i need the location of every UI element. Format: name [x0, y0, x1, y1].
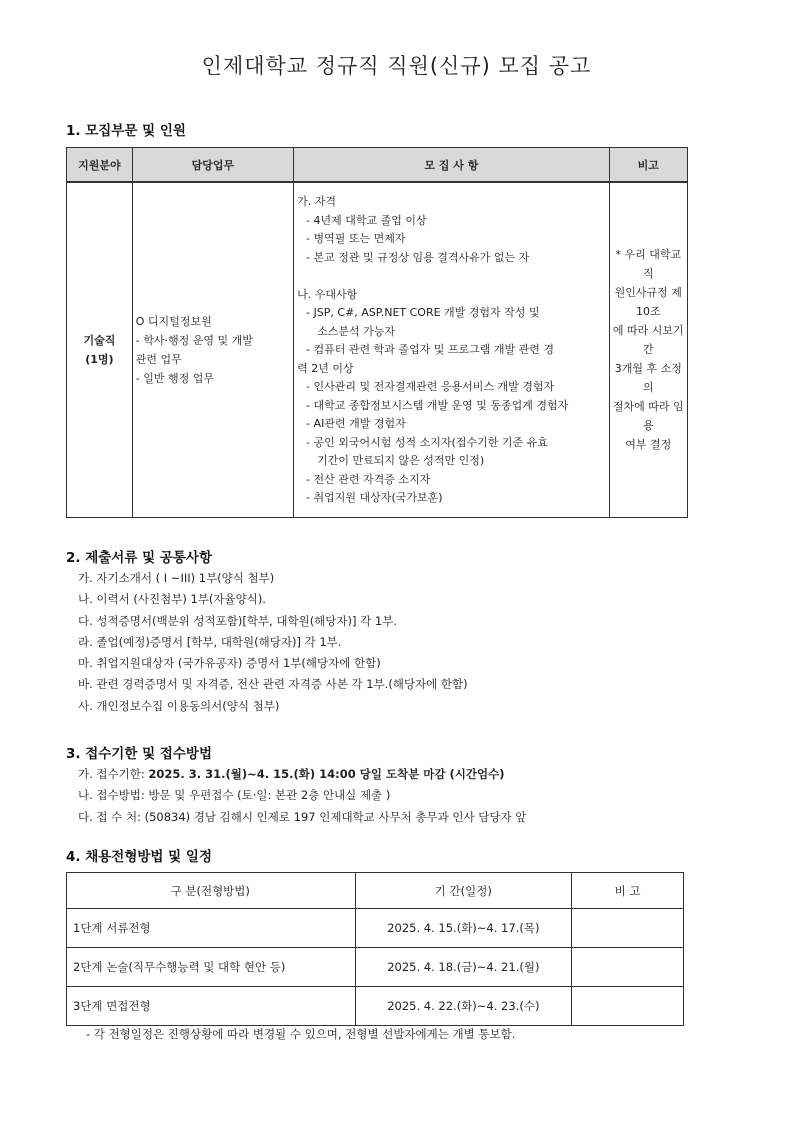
list-item: 라. 졸업(예정)증명서 [학부, 대학원(해당자)] 각 1부. [78, 634, 342, 649]
req-line: 나. 우대사항 [297, 287, 358, 301]
remark-line: 여부 결정 [625, 438, 672, 452]
period-cell: 2025. 4. 22.(화)~4. 23.(수) [355, 987, 572, 1026]
req-line: - 컴퓨터 관련 학과 졸업자 및 프로그램 개발 관련 경 [306, 343, 555, 356]
table-header-row [67, 148, 688, 183]
remark-line: 원인사규정 제10조 [614, 286, 682, 319]
list-item: 다. 성적증명서(백분위 성적포함)[학부, 대학원(해당자)] 각 1부. [78, 613, 397, 628]
list-item: 나. 이력서 (사진첨부) 1부(자율양식). [78, 592, 266, 607]
field-name: 기술직 [83, 333, 116, 347]
list-item: 나. 접수방법: 방문 및 우편접수 (토·일: 본관 2층 안내실 제출 ) [78, 788, 391, 803]
header-stage: 구 분(전형방법) [67, 873, 356, 909]
section-heading-recruitment: 1. 모집부문 및 인원 [66, 123, 186, 139]
schedule-table [66, 872, 684, 1026]
footnote: - 각 전형일정은 진행상황에 따라 변경될 수 있으며, 전형별 선발자에게는 개별 통보함. [86, 1027, 516, 1041]
duty-line: 관련 업무 [135, 352, 182, 366]
duty-cell [132, 182, 293, 517]
recruitment-table [66, 147, 688, 518]
note-cell [572, 909, 684, 948]
stage-cell: 1단계 서류전형 [67, 909, 356, 948]
note-cell [572, 987, 684, 1026]
remark-cell [609, 182, 687, 517]
table-header-row [67, 873, 684, 909]
req-spacer [297, 267, 605, 286]
req-line: - 인사관리 및 전자결재관련 응용서비스 개발 경험자 [306, 380, 555, 393]
application-list [78, 764, 526, 828]
header-note: 비 고 [572, 873, 684, 909]
section-heading-documents: 2. 제출서류 및 공통사항 [66, 550, 212, 566]
field-count: (1명) [85, 352, 114, 366]
header-requirements: 모 집 사 항 [294, 148, 609, 183]
table-row [67, 909, 684, 948]
list-item: 마. 취업지원대상자 (국가유공자) 증명서 1부(해당자에 한함) [78, 656, 381, 671]
req-line: - 취업지원 대상자(국가보훈) [306, 491, 443, 504]
period-cell: 2025. 4. 18.(금)~4. 21.(월) [355, 948, 572, 987]
req-line: - 대학교 종합정보시스템 개발 운영 및 동종업계 경험자 [306, 398, 569, 412]
req-line: - 본교 정관 및 규정상 임용 결격사유가 없는 자 [306, 250, 530, 264]
list-item: 다. 접 수 처: (50834) 경남 김해시 인제로 197 인제대학교 사무처 총무과 인사 담당자 앞 [78, 809, 527, 824]
period-cell: 2025. 4. 15.(화)~4. 17.(목) [355, 909, 572, 948]
deadline-label: 가. 접수기한: [78, 767, 149, 781]
remark-line: 절차에 따라 임용 [612, 400, 684, 433]
req-line: - 전산 관련 자격증 소지자 [306, 472, 431, 486]
list-item [78, 764, 526, 785]
req-line: 가. 자격 [297, 195, 336, 208]
remark-line: 에 따라 시보기간 [612, 324, 684, 357]
duty-line: - 학사·행정 운영 및 개발 [135, 333, 253, 347]
note-cell [572, 948, 684, 987]
header-duty: 담당업무 [132, 148, 293, 183]
section-heading-application: 3. 접수기한 및 접수방법 [66, 746, 212, 762]
list-item: 가. 자기소개서 ( I ~III) 1부(양식 첨부) [78, 571, 275, 585]
req-line: - 4년제 대학교 졸업 이상 [306, 213, 427, 227]
requirements-cell [294, 182, 609, 517]
header-remark: 비고 [609, 148, 687, 183]
remark-line: * 우리 대학교 직 [615, 248, 682, 281]
req-line: - 병역필 또는 면제자 [306, 232, 406, 245]
req-line: 기간이 만료되지 않은 성적만 인정) [317, 454, 485, 467]
req-line: 소스분석 가능자 [317, 324, 395, 338]
documents-list [78, 568, 468, 717]
deadline-value: 2025. 3. 31.(월)~4. 15.(화) 14:00 당일 도착분 마감 (시간엄수) [148, 767, 505, 781]
table-row [67, 987, 684, 1026]
req-line: - JSP, C#, ASP.NET CORE 개발 경험자 작성 및 [306, 306, 540, 319]
header-period: 기 간(일정) [355, 873, 572, 909]
duty-line: O 디지털정보원 [135, 314, 212, 328]
req-line: - 공인 외국어시험 성적 소지자(접수기한 기준 유효 [306, 435, 548, 449]
header-field: 지원분야 [67, 148, 133, 183]
list-item: 바. 관련 경력증명서 및 자격증, 전산 관련 자격증 사본 각 1부.(해당자에 한함) [78, 677, 468, 692]
field-cell [67, 182, 133, 517]
duty-line: - 일반 행정 업무 [135, 371, 214, 385]
stage-cell: 3단계 면접전형 [67, 987, 356, 1026]
req-line: - AI관련 개발 경험자 [306, 417, 406, 430]
list-item: 사. 개인정보수집 이용동의서(양식 첨부) [78, 698, 280, 713]
req-line: 력 2년 이상 [297, 361, 354, 375]
stage-cell: 2단계 논술(직무수행능력 및 대학 현안 등) [67, 948, 356, 987]
page-title: 인제대학교 정규직 직원(신규) 모집 공고 [201, 54, 592, 78]
table-row [67, 182, 688, 517]
section-heading-schedule: 4. 채용전형방법 및 일정 [66, 849, 212, 865]
table-row [67, 948, 684, 987]
remark-line: 3개월 후 소정의 [614, 362, 682, 395]
